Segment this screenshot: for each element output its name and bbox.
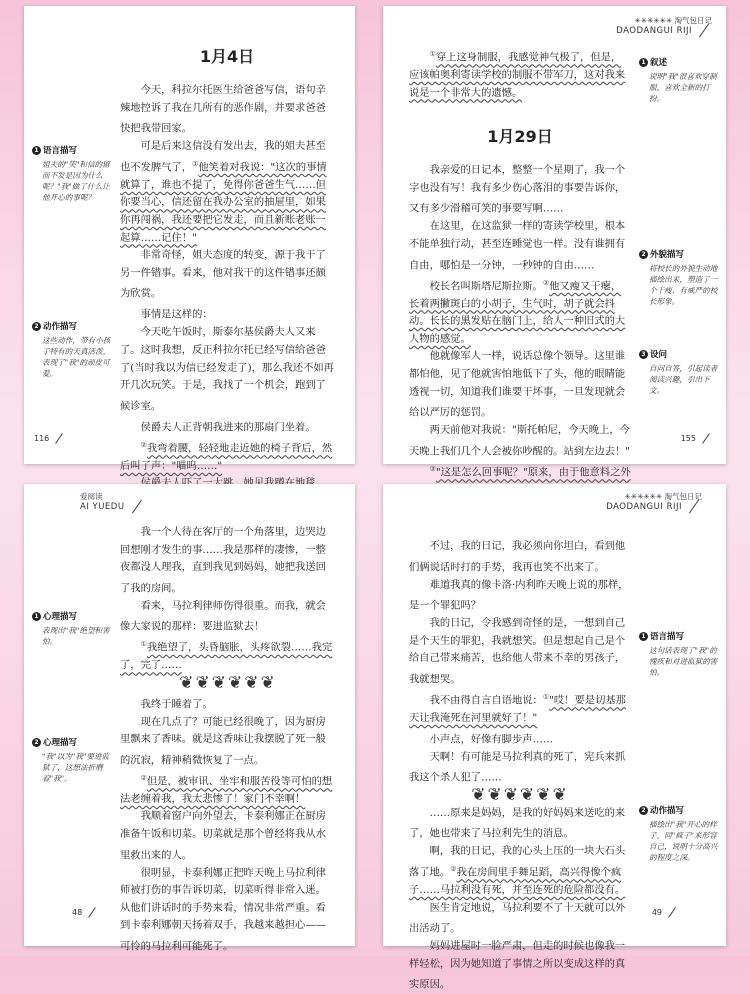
paragraph	[120, 693, 336, 714]
section-divider-ornament: ❦❦❦❦❦❦	[179, 673, 277, 694]
paragraph	[120, 437, 334, 476]
annotation-3	[639, 350, 719, 396]
paragraphs	[120, 524, 336, 675]
paragraph-text: 天啊！有可能是马拉利真的死了，宪兵来抓我这个杀人犯了……	[409, 750, 626, 784]
paragraph	[409, 218, 631, 274]
annotation-1	[32, 146, 114, 203]
paragraph	[409, 615, 631, 689]
paragraph-text: 他就像军人一样，说话总像个领导。这里谁都怕他，见了他就害怕地低下了头，他的眼睛能透视一切，知道我们谁要干坏事，一旦发现就会给以严厉的惩罚。	[409, 350, 626, 419]
paragraph-text: 我亲爱的日记本，整整一个星期了，我一个字也没有写！我有多少伤心落泪的事要告诉你，又有多少滑稽可笑的事要写啊……	[409, 164, 626, 215]
paragraph	[409, 422, 631, 461]
paragraph-text: 可是后来这信没有发出去，我的姐夫甚至也不发脾气了，	[120, 140, 326, 174]
paragraph	[120, 808, 336, 864]
note-text: 这些动作，带有小孩子特有的天真活泼，表现了"我"的顽皮可爱。	[42, 336, 111, 378]
paragraph	[409, 577, 631, 616]
paragraphs	[409, 538, 631, 787]
paragraph-text: 事情是这样的：	[140, 308, 213, 321]
paragraph	[409, 689, 631, 728]
paragraph-text: 现在几点了？可能已经很晚了，因为厨房里飘来了香味。就是这香味让我摆脱了死一般的沉寂，精神稍微恢复了一点。	[120, 715, 326, 767]
underlined-passage: 穿上这身制服，我感觉神气极了，但是，	[435, 51, 622, 64]
main-text	[120, 22, 334, 514]
paragraph-text: 小声点，好像有脚步声……	[429, 733, 554, 746]
paragraph	[120, 416, 334, 437]
paragraph	[409, 728, 631, 749]
paragraph	[120, 524, 336, 598]
underlined-passage: 但是，被审讯、坐牢和服苦役等可怕的想法老缠着我，我太悲惨了！家门不幸啊！	[120, 775, 333, 805]
note-heading: 语言描写	[650, 632, 685, 642]
note-number: 1	[32, 146, 41, 155]
annotation-marker: ②	[140, 773, 147, 782]
series-title-en: DAODANGUI RIJI	[616, 26, 692, 36]
series-title: 爱阅读	[80, 492, 103, 501]
main-text	[409, 538, 631, 994]
note-heading: 动作描写	[43, 322, 78, 332]
note-number: 1	[32, 612, 41, 621]
annotation-marker: ②	[140, 440, 147, 449]
annotation-marker: ③	[429, 464, 436, 473]
running-header: ✳✳✳✳✳✳ 淘气包日记 DAODANGUI RIJI	[616, 16, 712, 36]
book-page-116	[24, 6, 355, 472]
page-number: 116	[34, 434, 65, 443]
paragraph-text: 我终于睡着了。	[140, 698, 213, 711]
underlined-passage: 他笑着对我说："这次的事情就算了，谁也不提了，免得你爸爸生气……但你要当心，信还留在我办公室的抽屉里，如果你再闯祸，我还要把它发走，而且新账老账一起算……记住！"	[120, 161, 327, 244]
paragraph	[120, 714, 336, 770]
paragraph	[409, 843, 631, 899]
paragraph-text: 我的日记，令我感到奇怪的是，一想到自己是个天生的罪犯，我就想笑。但是想起自己是个给自己带来痛苦，也给他人带来不幸的男孩子，我就想哭。	[409, 617, 626, 686]
note-number: 1	[639, 632, 648, 641]
page-number: 49	[652, 908, 678, 917]
note-text: 自问自答，引起读者阅读兴趣，引出下文。	[649, 364, 718, 395]
paragraph	[409, 162, 631, 218]
paragraph	[409, 805, 631, 844]
annotation-1	[639, 632, 719, 678]
underlined-passage: 我弯着腰，轻轻地走近她的椅子背后，然后叫了声："喵呜……"	[120, 442, 333, 472]
paragraphs-continued	[409, 805, 631, 994]
paragraph-text: 很明显，卡泰利娜正把昨天晚上马拉利律师被打伤的事告诉切菜，切菜听得非常入迷。从他们讲话时的手势来看，情况非常严重。看到卡泰利娜朝天扬着双手，我越来越担心——可怜的马拉利可能死了。	[120, 866, 326, 953]
paragraph-text: 看来，马拉利律师伤得很重。而我，就会像大家说的那样：要进监狱去！	[120, 599, 326, 633]
annotation-marker: ②	[450, 865, 457, 874]
note-text: 表现出"我"绝望和害怕。	[42, 626, 110, 646]
note-number: 2	[32, 738, 41, 747]
paragraph	[120, 865, 336, 956]
note-number: 1	[639, 58, 648, 67]
annotation-2	[32, 322, 114, 379]
page-number: 155	[681, 434, 712, 443]
note-heading: 设问	[650, 350, 668, 360]
series-title-en: DAODANGUI RIJI	[606, 502, 682, 512]
note-number: 2	[639, 806, 648, 815]
main-text	[409, 46, 631, 538]
annotation-2	[639, 250, 719, 307]
underlined-passage: 他又瘦又干瘪，长着两撇斑白的小胡子，生气时，胡子就会抖动。长长的黑发贴在脑门上，给人一种旧式的大人物的感觉。	[409, 280, 626, 345]
note-text: "我"以为"我"要进监狱了，这想法折磨着"我"。	[42, 752, 110, 783]
paragraph-text: 校长名叫斯塔尼斯拉斯。	[429, 280, 543, 293]
paragraph	[120, 636, 336, 675]
note-heading: 语言描写	[43, 146, 78, 156]
paragraph	[120, 770, 336, 809]
paragraph	[120, 598, 336, 637]
note-number: 3	[639, 350, 648, 359]
annotation-1	[639, 58, 719, 104]
paragraph-text: 在这里，在这监狱一样的寄读学校里，根本不能单独行动，甚至连睡觉也一样。没有谁拥有自由，哪怕是一分钟，一秒钟的自由……	[409, 220, 626, 272]
paragraph-text: 应该帕奥利寄读学校的制服不带军刀，这对我来说是一个非常大的遗憾。	[409, 69, 626, 99]
note-text: 将校长的外貌生动地描绘出来，塑造了一个干瘦、有威严的校长形象。	[649, 264, 718, 306]
annotation-marker: ①	[192, 159, 199, 168]
paragraph-text: 我一个人待在客厅的一个角落里，边哭边回想刚才发生的事……我是那样的凄惨，一整夜都没人理我，直到我见到妈妈，她把我送回了我的房间。	[120, 526, 326, 595]
paragraphs	[409, 46, 631, 538]
underlined-passage: "哎！要是切基那天让我淹死在河里就好了！"	[409, 694, 626, 725]
note-text: 描绘出"我"开心的样子，同"疯子"来形容自己，说明十分高兴的程度之深。	[649, 820, 718, 862]
page-title: 1月29日	[487, 127, 553, 147]
paragraph	[409, 46, 631, 102]
note-heading: 心理描写	[43, 612, 78, 622]
running-header: ✳✳✳✳✳✳ 淘气包日记 DAODANGUI RIJI	[606, 492, 702, 512]
underlined-passage: 我绝望了，头昏脑胀，头疼欲裂……我完了，完了……	[120, 641, 333, 672]
paragraph	[120, 247, 334, 303]
paragraph	[409, 348, 631, 422]
book-page-49	[383, 484, 726, 991]
note-text: 这句话表现了"我"的愧疚和对进监狱的害怕。	[649, 646, 718, 677]
note-number: 2	[32, 322, 41, 331]
paragraph	[409, 900, 631, 939]
book-page-155	[383, 6, 726, 479]
paragraph	[409, 275, 631, 349]
note-text: 说明"我"很喜欢穿制服，喜欢全新的打扮。	[649, 72, 717, 103]
paragraph	[120, 324, 334, 415]
paragraph	[409, 749, 631, 788]
paragraph-text: 我不由得自言自语地说：	[429, 694, 543, 707]
note-heading: 外貌描写	[650, 250, 685, 260]
annotation-marker: ①	[429, 50, 436, 58]
paragraph-text: 啊，我的日记，我的心头上压的一块大石头落了地。	[409, 845, 626, 879]
paragraph-text: 非常奇怪，姐夫态度的转变，源于我干了另一件错事。看来，他对我干的这件错事还颇为欣赏。	[120, 249, 326, 300]
paragraph	[409, 538, 631, 577]
annotation-2	[32, 738, 114, 784]
paragraph-text: 妈妈进屋时一脸严肃，但走的时候也像我一样轻松，因为她知道了事情之所以变成这样的真实原因。	[409, 940, 626, 991]
paragraphs-continued	[120, 693, 336, 956]
annotation-marker: ①	[140, 640, 147, 649]
paragraphs	[120, 82, 334, 514]
paragraph-text: ……原来是妈妈，是我的好妈妈来送吃的来了，她也带来了马拉利先生的消息。	[409, 806, 626, 840]
series-title: 淘气包日记	[674, 16, 712, 25]
paragraph-text: 医生肯定地说，马拉利要不了十天就可以外出活动了。	[409, 901, 626, 935]
paragraph	[120, 303, 334, 324]
note-text: 姐夫的"笑"和信的留而不发是因为什么呢？"我"做了什么让他开心的事呢？	[42, 160, 110, 202]
paragraph-text: 今天，科拉尔托医生给爸爸写信，语句辛辣地控诉了我在几所有的恶作剧，并要求爸爸快把我带回家。	[120, 84, 326, 135]
paragraph-text: 不过，我的日记，我必须向你坦白，看到他们俩说话时打的手势，我再也笑不出来了。	[409, 540, 626, 574]
note-heading: 心理描写	[43, 738, 78, 748]
paragraph	[120, 138, 334, 247]
note-heading: 动作描写	[650, 806, 685, 816]
page-title: 1月4日	[199, 47, 255, 66]
main-text	[120, 524, 336, 956]
section-divider-ornament: ❦❦❦❦❦❦	[471, 785, 569, 806]
paragraph-text: 今天吃午饭时，斯泰尔基侯爵夫人又来了。这时我想，反正科拉尔托已经写信给爸爸了(当时我以为信已经发走了)，那么我还不如再开几次玩笑。于是，我找了一个机会，跑到了候诊室。	[120, 326, 334, 413]
paragraph-text: 侯爵夫人正背朝我进来的那扇门坐着。	[140, 421, 316, 434]
running-header	[80, 492, 145, 512]
book-page-48	[24, 484, 355, 953]
annotation-1	[32, 612, 114, 647]
underlined-passage: "这是怎么回事呢？"原来，由于他意料之外	[435, 466, 631, 479]
note-number: 2	[639, 250, 648, 259]
paragraph-text: 我顺着窗户向外望去，卡泰利娜正在厨房准备午饭和切菜。切菜就是那个曾经将我从水里救出来的人。	[120, 810, 326, 862]
annotation-marker: ②	[542, 278, 550, 287]
series-title: 淘气包日记	[664, 492, 702, 501]
paragraph-text: 两天前他对我说："斯托帕尼，今天晚上，今天晚上我们几个人会被你吵醒的。站到左边去！"	[409, 424, 630, 458]
series-title-en: AI YUEDU	[80, 502, 125, 512]
paragraph	[409, 938, 631, 994]
annotation-marker: ①	[542, 693, 550, 702]
annotation-2	[639, 806, 719, 863]
note-heading: 叙述	[650, 58, 668, 68]
page-number: 48	[72, 908, 98, 917]
underlined-passage: 我在房间里手舞足蹈，高兴得像个疯子……马拉利没有死，并至连死的危险都没有。	[409, 866, 626, 897]
paragraph	[120, 82, 334, 138]
paragraph-text: 难道我真的像卡洛·内利昨天晚上说的那样，是一个罪犯吗？	[409, 578, 629, 612]
